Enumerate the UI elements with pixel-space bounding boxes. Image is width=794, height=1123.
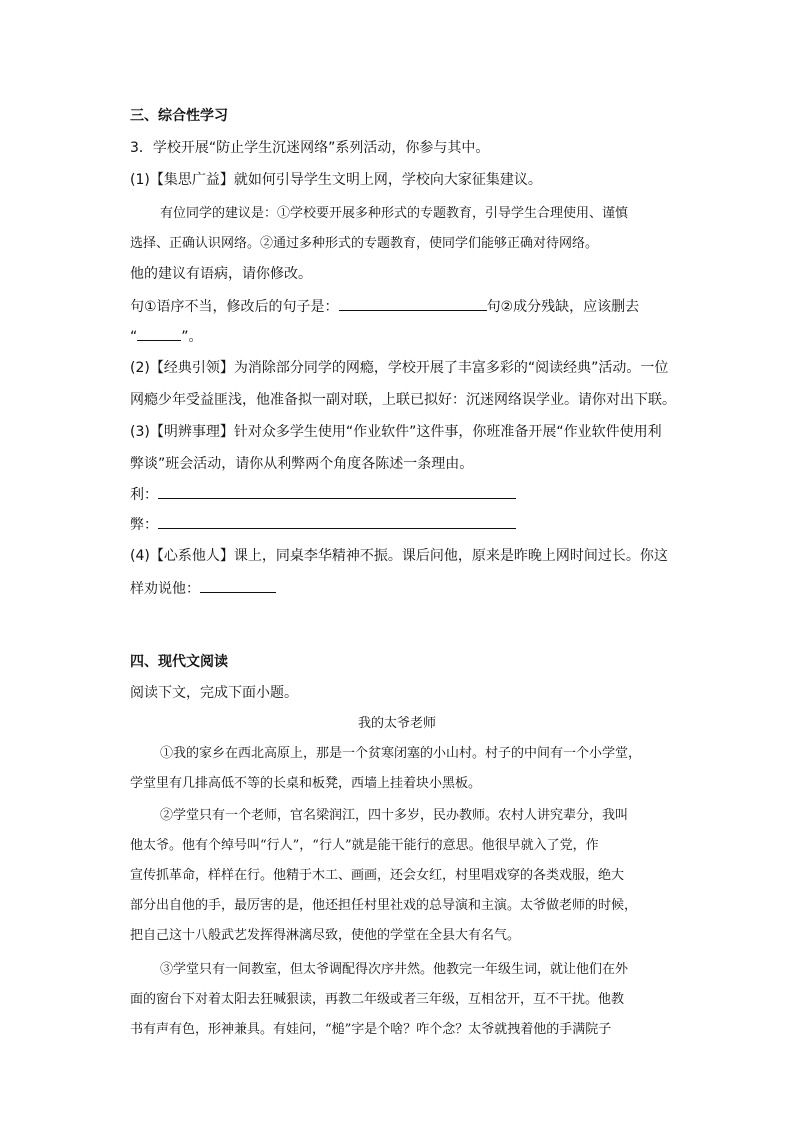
sub-question-4-line-1: (4)【心系他人】课上，同桌李华精神不振。课后问他，原来是昨晚上网时间过长。你这 — [130, 548, 668, 564]
fix-sentence-1-label: 句①语序不当，修改后的句子是： — [130, 299, 339, 315]
answer-blank-persuade[interactable] — [200, 578, 276, 593]
article-para-2-line-4: 部分出自他的手，最厉害的是，他还担任村里社戏的总导演和主演。太爷做老师的时候， — [130, 898, 638, 913]
article-para-2-line-5: 把自己这十八般武艺发挥得淋漓尽致，使他的学堂在全县大有名气。 — [130, 928, 521, 943]
section-3-heading: 三、综合性学习 — [130, 108, 228, 124]
answer-blank-sentence-1[interactable] — [339, 296, 487, 311]
sub-question-1-ask: 他的建议有语病，请你修改。 — [130, 266, 312, 282]
sub-question-1-title: (1)【集思广益】就如何引导学生文明上网，学校向大家征集建议。 — [130, 172, 542, 188]
suggestion-quote-line-2: 选择、正确认识网络。②通过多种形式的专题教育，使同学们能够正确对待网络。 — [130, 236, 599, 251]
sub-question-4-line-2 — [130, 578, 276, 599]
article-para-3-line-2: 面的窗台下对着太阳去狂喊狠读，再教二年级或者三年级，互相岔开，互不干扰。他教 — [130, 992, 625, 1007]
sub-question-2-line-1: (2)【经典引领】为消除部分同学的网瘾，学校开展了丰富多彩的“阅读经典”活动。一位 — [130, 360, 669, 376]
sub-question-2-line-2: 网瘾少年受益匪浅，他准备拟一副对联，上联已拟好：沉迷网络误学业。请你对出下联。 — [130, 392, 676, 408]
article-para-3-line-3: 书有声有色，形神兼具。有娃问，“槌”字是个啥？咋个念？太爷就拽着他的手满院子 — [130, 1022, 612, 1037]
sub-question-3-line-2: 弊谈”班会活动，请你从利弊两个角度各陈述一条理由。 — [130, 456, 474, 472]
disadvantage-label: 弊： — [130, 517, 158, 533]
answer-blank-advantage[interactable] — [158, 484, 516, 499]
section-4-heading: 四、现代文阅读 — [130, 654, 228, 670]
disadvantage-row — [130, 514, 516, 535]
article-para-3-line-1: ③学堂只有一间教室，但太爷调配得次序井然。他教完一年级生词，就让他们在外 — [160, 962, 629, 977]
fix-sentence-2-label: 句②成分残缺，应该删去 — [486, 299, 640, 315]
article-para-2-line-1: ②学堂只有一个老师，官名梁润江，四十多岁，民办教师。农村人讲究辈分，我叫 — [160, 808, 629, 823]
article-para-1-line-2: 学堂里有几排高低不等的长桌和板凳，西墙上挂着块小黑板。 — [130, 776, 482, 791]
advantage-row — [130, 484, 516, 505]
advantage-label: 利： — [130, 487, 158, 503]
close-quote: ”。 — [181, 329, 203, 345]
article-para-2-line-2: 他太爷。他有个绰号叫“行人”，“行人”就是能干能行的意思。他很早就入了党，作 — [130, 838, 599, 853]
open-quote: “ — [130, 329, 138, 345]
sub-question-1-delete-row — [130, 326, 203, 347]
sub-question-1-fix-row — [130, 296, 639, 317]
article-para-1-line-1: ①我的家乡在西北高原上，那是一个贫寒闭塞的小山村。村子的中间有一个小学堂， — [160, 746, 642, 761]
sub-question-4-prompt: 样劝说他： — [130, 581, 200, 597]
reading-instruction: 阅读下文，完成下面小题。 — [130, 685, 298, 701]
answer-blank-delete-word[interactable] — [137, 326, 181, 341]
answer-blank-disadvantage[interactable] — [158, 514, 516, 529]
question-3-intro: 3．学校开展“防止学生沉迷网络”系列活动，你参与其中。 — [130, 140, 490, 156]
sub-question-3-line-1: (3)【明辨事理】针对众多学生使用“作业软件”这件事，你班准备开展“作业软件使用利 — [130, 424, 662, 440]
article-title: 我的太爷老师 — [357, 716, 436, 731]
article-para-2-line-3: 宣传抓革命，样样在行。他精于木工、画画，还会女红，村里唱戏穿的各类戏服，绝大 — [130, 868, 625, 883]
suggestion-quote-line-1: 有位同学的建议是：①学校要开展多种形式的专题教育，引导学生合理使用、谨慎 — [160, 206, 629, 221]
